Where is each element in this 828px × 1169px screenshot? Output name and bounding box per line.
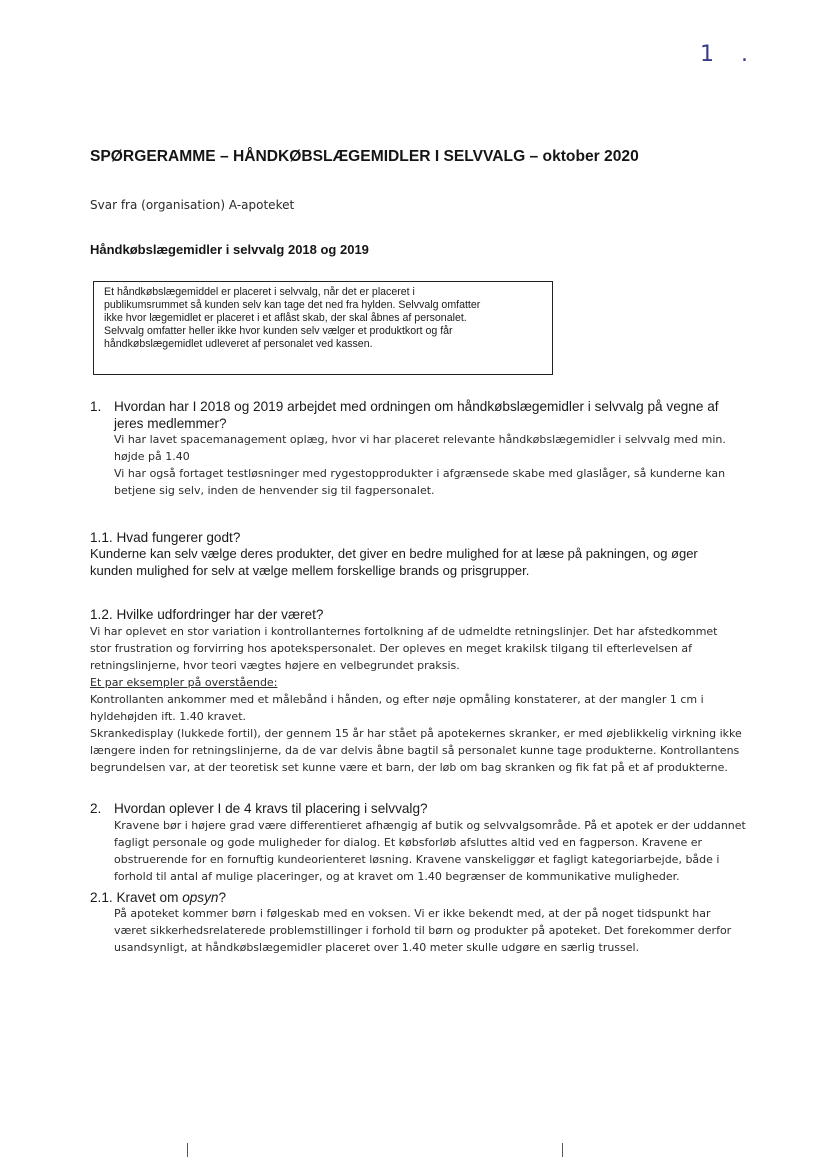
definition-line: Et håndkøbslægemiddel er placeret i selvvalg, når det er placeret i: [104, 286, 415, 298]
answer-line: Vi har lavet spacemanagement oplæg, hvor vi har placeret relevante håndkøbslægemidler i selvvalg med min.: [114, 433, 726, 446]
definition-box: [93, 281, 553, 375]
question-1-number: 1.: [90, 399, 102, 414]
answer-line: På apoteket kommer børn i følgeskab med en voksen. Vi er ikke bekendt med, at der på noget tidspunkt har: [114, 907, 711, 920]
definition-line: ikke hvor lægemidlet er placeret i et aflåst skab, der skal åbnes af personalet.: [104, 312, 467, 324]
example-line: længere inden for retningslinjerne, da de var delvis åbne bagtil så personalet kunne tage produkterne. Kontrollantens: [90, 744, 740, 757]
question-1-text-line: Hvordan har I 2018 og 2019 arbejdet med ordningen om håndkøbslægemidler i selvvalg på vegne af: [114, 399, 719, 414]
scan-mark: [562, 1143, 563, 1157]
example-line: hyldehøjden ift. 1.40 kravet.: [90, 710, 247, 723]
answer-line: stor frustration og forvirring hos apotekspersonalet. Der opleves en meget krakilsk tilgang til efterlevelsen af: [90, 642, 693, 655]
scan-mark: [187, 1143, 188, 1157]
question-2-1-heading: [90, 889, 226, 906]
question-1: [90, 398, 790, 432]
section-heading: Håndkøbslægemidler i selvvalg 2018 og 2019: [90, 242, 369, 257]
answer-line: Vi har også fortaget testløsninger med rygestopprodukter i afgrænsede skabe med glaslåger, så kunderne kan: [114, 467, 726, 480]
answer-line: usandsynligt, at håndkøbslægemidler placeret over 1.40 meter skulle udgøre en særlig trussel.: [114, 941, 640, 954]
respondent-line: Svar fra (organisation) A-apoteket: [90, 198, 295, 212]
answer-line: forhold til antal af mulige placeringer, og at kravet om 1.40 begrænser de kommunikative muligheder.: [114, 870, 680, 883]
answer-line: højde på 1.40: [114, 450, 190, 463]
question-2: [90, 800, 428, 817]
question-2-number: 2.: [90, 801, 102, 816]
answer-line: betjene sig selv, inden de henvender sig til fagpersonalet.: [114, 484, 435, 497]
answer-2: [114, 817, 746, 885]
answer-line: fagligt personale og gode muligheder for dialog. Et købsforløb afsluttes altid ved en fagperson. Kravene er: [114, 836, 703, 849]
question-2-text: Hvordan oplever I de 4 kravs til placering i selvvalg?: [114, 801, 428, 816]
example-line: begrundelsen var, at der teoretisk set kunne være et barn, der løb om bag skranken og fik fat på et af produkterne.: [90, 761, 728, 774]
question-1-2-heading: 1.2. Hvilke udfordringer har der været?: [90, 607, 324, 622]
heading-prefix: 2.1. Kravet om: [90, 890, 183, 905]
answer-line: kunden mulighed for selv at vælge mellem forskellige brands og prisgrupper.: [90, 563, 530, 578]
document-title: SPØRGERAMME – HÅNDKØBSLÆGEMIDLER I SELVVALG – oktober 2020: [90, 148, 639, 165]
question-1-text-line: jeres medlemmer?: [114, 416, 227, 431]
handwritten-page-mark: 1 .: [700, 42, 758, 67]
answer-line: Kunderne kan selv vælge deres produkter, det giver en bedre mulighed for at læse på pakningen, og øger: [90, 546, 698, 561]
answer-1-1: [90, 545, 698, 579]
answer-line: Vi har oplevet en stor variation i kontrollanternes fortolkning af de udmeldte retningslinjer. Det har afstedkommet: [90, 625, 718, 638]
definition-line: publikumsrummet så kunden selv kan tage det ned fra hylden. Selvvalg omfatter: [104, 299, 481, 311]
question-1-1-heading: 1.1. Hvad fungerer godt?: [90, 530, 241, 545]
example-line: Kontrollanten ankommer med et målebånd i hånden, og efter nøje opmåling konstaterer, at der mangler 1 cm i: [90, 693, 704, 706]
answer-1: [114, 431, 726, 499]
examples-heading: Et par eksempler på overstående:: [90, 676, 278, 689]
answer-line: retningslinjerne, hvor teori vægtes højere en velbegrundet praksis.: [90, 659, 460, 672]
answer-1-2: [90, 623, 742, 776]
answer-2-1: [114, 905, 731, 956]
definition-line: håndkøbslægemidlet udleveret af personalet ved kassen.: [104, 338, 373, 350]
heading-emphasis: opsyn: [182, 890, 219, 905]
heading-suffix: ?: [218, 890, 227, 905]
answer-line: Kravene bør i højere grad være differentieret afhængig af butik og selvvalgsområde. På et apotek er der uddannet: [114, 819, 746, 832]
answer-line: været sikkerhedsrelaterede problemstillinger i forhold til børn og produkter på apoteket. Det forekommer derfor: [114, 924, 732, 937]
definition-line: Selvvalg omfatter heller ikke hvor kunden selv vælger et produktkort og får: [104, 325, 453, 337]
example-line: Skrankedisplay (lukkede fortil), der gennem 15 år har stået på apotekernes skranker, er med øjeblikkelig virkning ikke: [90, 727, 742, 740]
answer-line: obstruerende for en fornuftig kundeorienteret løsning. Kravene vanskeliggør et fagligt kategoriarbejde, både i: [114, 853, 720, 866]
